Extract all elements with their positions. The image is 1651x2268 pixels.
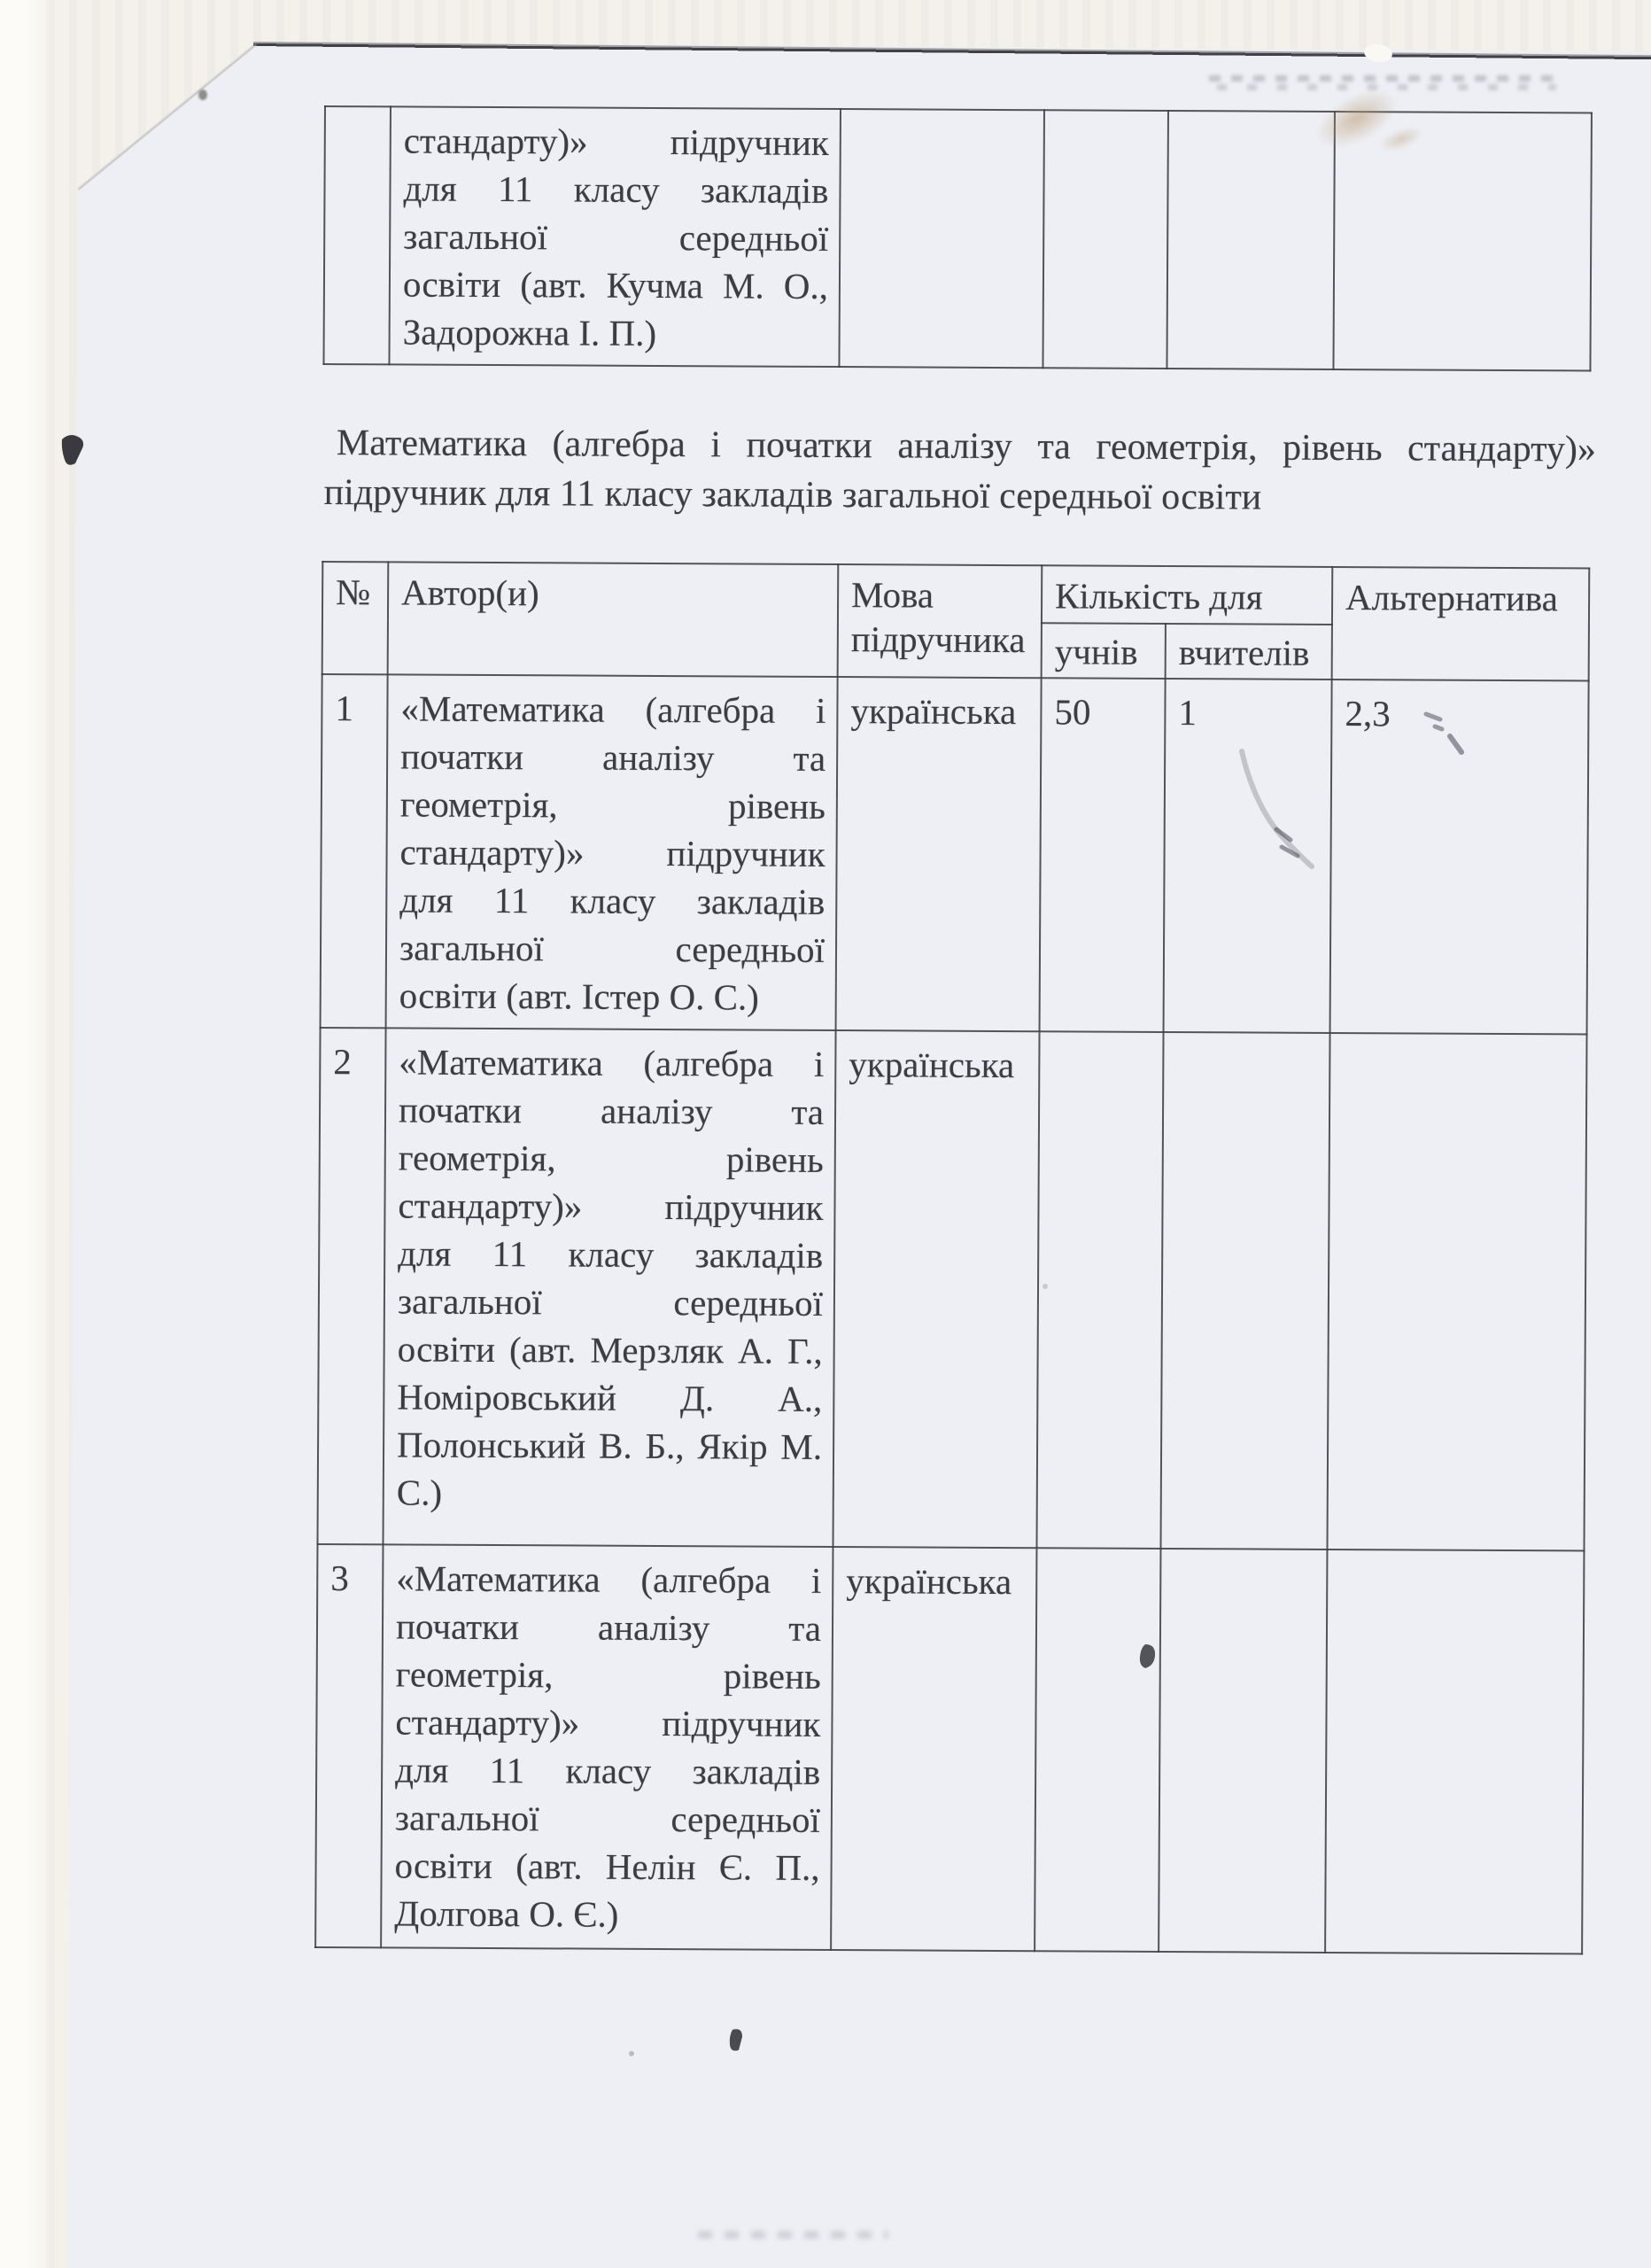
text-line: загальної середньої (399, 927, 826, 970)
textbook-table (314, 561, 1590, 1954)
row-number: 2 (317, 1028, 385, 1544)
text-line: для 11 класу закладів (395, 1749, 821, 1792)
author-cell (386, 674, 838, 1030)
text-line: Номіровський Д. А., (397, 1376, 823, 1419)
text-line: стандарту)» підручник (399, 831, 826, 874)
language-cell: українська (833, 1030, 1039, 1548)
column-header-authors: Автор(и) (388, 562, 839, 677)
section-title-paragraph (324, 418, 1597, 524)
text-line: «Математика (алгебра і (396, 1557, 822, 1601)
alternative-cell (1327, 1033, 1586, 1551)
text-line: підручник для 11 класу закладів загальної середньої освіти (323, 472, 1262, 518)
text-line: загальної середньої (394, 1797, 820, 1840)
column-header-language (838, 564, 1043, 678)
text-line: загальної середньої (397, 1280, 824, 1324)
text-line: освіти (авт. Мерзляк А. Г., (397, 1328, 823, 1371)
students-cell (1036, 1031, 1163, 1549)
text-line: «Математика (алгебра і (399, 1041, 825, 1084)
text-line: геометрія, рівень (399, 783, 826, 827)
text-line: підручника (850, 618, 1026, 661)
text-line: Полонський В. Б., Якір М. (396, 1424, 823, 1467)
text-line: початки аналізу та (398, 1089, 825, 1132)
text-line: «Математика (алгебра і (400, 687, 826, 731)
text-line: Мова (850, 574, 934, 616)
author-cell (381, 1544, 833, 1950)
header-row-top (322, 562, 1589, 625)
text-line: Задорожна І. П.) (402, 311, 657, 353)
text-line: стандарту)» підручник (398, 1184, 824, 1228)
text-line: С.) (396, 1472, 443, 1513)
row-number: 1 (321, 674, 388, 1028)
teachers-cell (1160, 1032, 1329, 1550)
table-row (317, 1028, 1586, 1550)
text-line: геометрія, рівень (398, 1137, 824, 1180)
text-line: для 11 класу закладів (399, 879, 826, 922)
text-line: освіти (авт. Нелін Є. П., (394, 1845, 820, 1888)
fragment-teachers-cell (1167, 111, 1335, 369)
fragment-students-cell (1043, 110, 1168, 369)
column-header-teachers: вчителів (1166, 624, 1332, 680)
alternative-cell (1325, 1550, 1584, 1954)
text-line: для 11 класу закладів (403, 167, 829, 211)
text-line: Математика (алгебра і початки аналізу та геометрія, рівень стандарту)» (336, 423, 1597, 470)
text-line: початки аналізу та (395, 1605, 822, 1649)
alternative-cell: 2,3 (1330, 680, 1589, 1035)
language-cell: українська (831, 1547, 1036, 1951)
fragment-num-cell (323, 106, 391, 364)
scanner-edge-highlight (0, 0, 53, 2268)
table-row (315, 1544, 1584, 1953)
column-header-number: № (322, 562, 389, 674)
corner-fold-speck (198, 89, 207, 100)
author-cell (383, 1028, 835, 1547)
text-line: освіти (авт. Істер О. С.) (399, 975, 760, 1018)
table-row (321, 674, 1589, 1034)
text-line: для 11 класу закладів (398, 1232, 824, 1276)
text-line: стандарту)» підручник (403, 120, 829, 163)
students-cell (1035, 1548, 1160, 1952)
teachers-cell (1159, 1549, 1327, 1953)
text-line: стандарту)» підручник (395, 1701, 821, 1744)
text-line: початки аналізу та (400, 735, 826, 779)
fragment-author-cell (389, 106, 841, 367)
fragment-language-cell (839, 109, 1044, 368)
column-header-alternative: Альтернатива (1332, 567, 1590, 681)
column-header-students: учнів (1042, 623, 1166, 679)
teachers-cell: 1 (1164, 679, 1332, 1033)
text-line: геометрія, рівень (395, 1653, 821, 1697)
text-line: Долгова О. Є.) (394, 1892, 619, 1935)
row-number: 3 (315, 1544, 383, 1947)
language-cell: українська (836, 677, 1042, 1031)
text-line: загальної середньої (403, 215, 829, 259)
students-cell: 50 (1040, 678, 1166, 1032)
bleed-through-text-noise-bottom (698, 2225, 888, 2252)
fragment-alternative-cell (1333, 112, 1592, 371)
column-header-quantity-group: Кількість для (1042, 565, 1332, 625)
text-line: освіти (авт. Кучма М. О., (402, 263, 829, 307)
